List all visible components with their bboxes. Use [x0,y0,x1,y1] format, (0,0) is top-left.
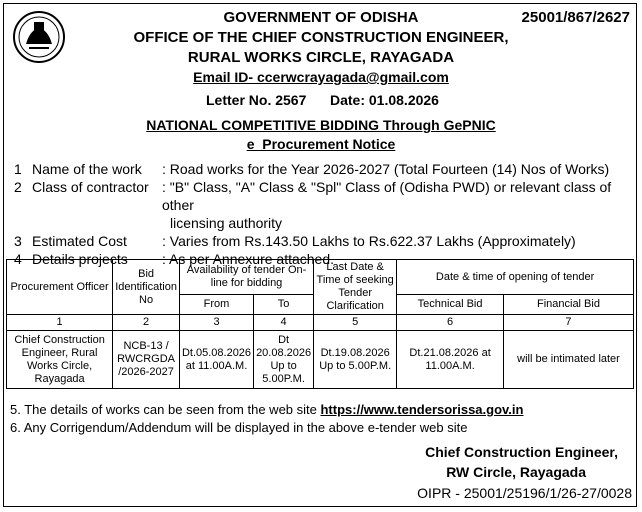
cell-to: Dt 20.08.2026 Up to 5.00P.M. [254,331,314,389]
detail-item: 3 Estimated Cost : Varies from Rs.143.50 Lakhs to Rs.622.37 Lakhs (Approximately) [14,233,576,249]
column-number: 6 [397,315,504,331]
cell-technical-bid: Dt.21.08.2026 at 11.00A.M. [397,331,504,389]
header-technical-bid: Technical Bid [397,295,504,315]
letter-date: Date: 01.08.2026 [330,92,439,108]
notice-subtitle: e_Procurement Notice [246,136,396,152]
detail-item: 1 Name of the work : Road works for the Year 2026-2027 (Total Fourteen (14) Nos of Works) [14,161,610,177]
footnote-website: 5. The details of works can be seen from the web site https://www.tendersorissa.gov.in [10,402,524,417]
signatory-title: Chief Construction Engineer, [425,444,618,460]
column-number-row [7,315,634,331]
cell-last-date: Dt.19.08.2026 Up to 5.00P.M. [314,331,397,389]
cell-procurement-officer: Chief Construction Engineer, Rural Works Circle, Rayagada [7,331,113,389]
header-availability: Availability of tender On-line for bidding [179,260,313,295]
tender-schedule-table [6,259,634,389]
cell-from: Dt.05.08.2026 at 11.00A.M. [179,331,253,389]
details-list [14,160,634,268]
column-number: 4 [254,315,314,331]
cell-bid-identification: NCB-13 / RWCRGDA /2026-2027 [113,331,180,389]
detail-item: 2 Class of contractor : "B" Class, "A" Class & "Spl" Class of (Odisha PWD) or relevant class of other licensing authority [14,179,612,231]
column-number: 5 [314,315,397,331]
header-financial-bid: Financial Bid [503,295,633,315]
column-number: 7 [503,315,633,331]
header-from: From [179,295,253,315]
signatory-office: RW Circle, Rayagada [446,464,586,480]
table-row [7,331,634,389]
header-last-date: Last Date & Time of seeking Tender Clarification [314,260,397,315]
header-procurement-officer: Procurement Officer [7,260,113,315]
tender-website-link[interactable]: https://www.tendersorissa.gov.in [320,402,524,417]
column-number: 3 [179,315,253,331]
column-number: 1 [7,315,113,331]
email-id[interactable]: Email ID- ccerwcrayagada@gmail.com [193,69,449,85]
header-opening: Date & time of opening of tender [397,260,634,295]
circle-title: RURAL WORKS CIRCLE, RAYAGADA [187,49,455,66]
office-title: OFFICE OF THE CHIEF CONSTRUCTION ENGINEER, [133,29,509,46]
notice-title: NATIONAL COMPETITIVE BIDDING Through GePNIC [146,117,496,133]
table-header-row [7,260,634,295]
letter-number: Letter No. 2567 [206,92,307,108]
detail-item: 4 Details projects : As per Annexure attached. [14,251,335,267]
cell-financial-bid: will be intimated later [503,331,633,389]
column-number: 2 [113,315,180,331]
header-bid-identification: Bid Identification No [113,260,180,315]
oipr-number: OIPR - 25001/25196/1/26-27/0028 [417,485,632,501]
government-title: GOVERNMENT OF ODISHA [223,9,419,26]
header-to: To [254,295,314,315]
footnote-corrigendum: 6. Any Corrigendum/Addendum will be displayed in the above e-tender web site [10,420,468,435]
reference-number: 25001/867/2627 [521,9,630,26]
